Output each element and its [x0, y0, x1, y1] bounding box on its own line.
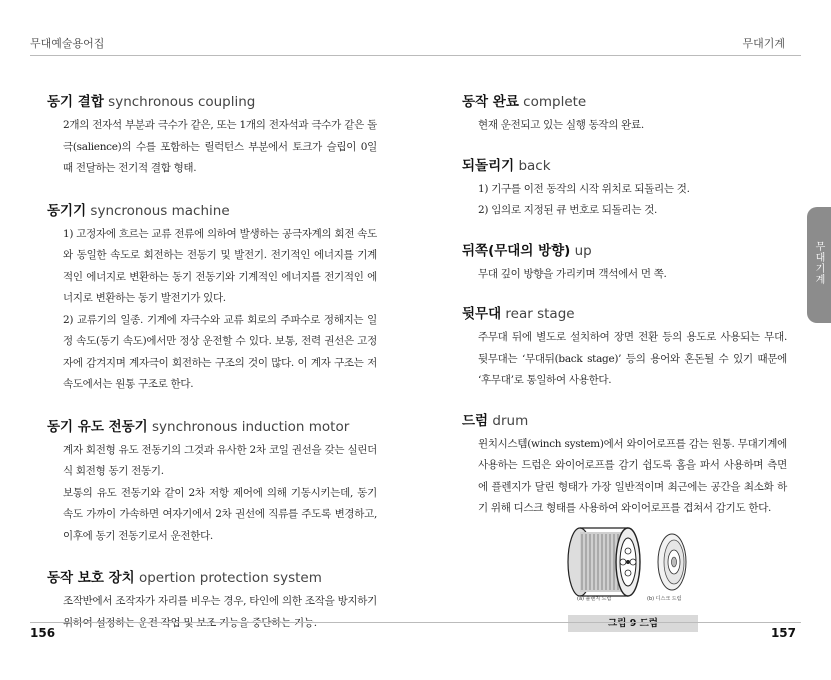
definition-paragraph: 윈치시스템(winch system)에서 와이어로프를 감는 원통. 무대기계에 사용하는 드럼은 와이어로프를 감기 쉽도록 홈을 파서 사용하며 측면에 플렌지가 달린 형태가 가장 일반적이며 최근에는 공간을 최소화 하기 위해 디스크 형태를 사용하여 와이어로프를 겹쳐서 감기도 한다.: [478, 437, 787, 514]
entry-term: [47, 93, 377, 111]
entry-term: [462, 412, 787, 430]
definition-paragraph: 계자 회전형 유도 전동기의 그것과 유사한 2차 코일 권선을 갖는 실린더식 회전형 동기 전동기.: [63, 443, 377, 477]
definition-paragraph: 2) 임의로 지정된 큐 번호로 되돌리는 것.: [478, 204, 658, 216]
entry-term: [47, 569, 377, 587]
entry-term: [47, 418, 377, 436]
definition-paragraph: 조작반에서 조작자가 자리를 비우는 경우, 타인에 의한 조작을 방지하기 위하여 설정하는 운전 작업 및 보조 기능을 중단하는 기능.: [63, 595, 377, 629]
term-korean: 동기 결합: [47, 94, 104, 110]
flange-drum-drawing: [568, 528, 640, 596]
definition-paragraph: 보통의 유도 전동기와 같이 2차 저항 제어에 의해 기동시키는데, 동기 속도 가까이 가속하면 여자기에서 2차 권선에 직류를 주도록 변경하고, 이후에 동기 전동기로서 운전한다.: [63, 486, 377, 542]
page-number-right: 157: [770, 626, 796, 640]
glossary-entry: [47, 418, 377, 548]
page-number-left: 156: [30, 626, 56, 640]
section-side-tab: [807, 207, 831, 323]
drum-illustration: [562, 524, 702, 600]
entry-definition: [478, 434, 787, 520]
figure-sublabel-a: (a) 플랜지 드럼: [577, 595, 612, 602]
glossary-entry: [462, 93, 787, 137]
term-korean: 동기 유도 전동기: [47, 418, 148, 435]
entry-definition: [63, 591, 377, 634]
entry-term: [462, 93, 787, 111]
entry-term: [462, 305, 787, 323]
entry-definition: [63, 115, 377, 180]
term-english: synchronous induction motor: [151, 418, 350, 435]
drum-figure: [462, 524, 787, 634]
figure-sublabel-b: (b) 디스크 드럼: [647, 595, 682, 602]
definition-paragraph: 1) 기구를 이전 동작의 시작 위치로 되돌리는 것.: [478, 182, 690, 195]
glossary-entry: [462, 242, 787, 286]
glossary-entry: [462, 157, 787, 222]
running-header-right: 무대기계: [742, 37, 785, 50]
glossary-entry: [47, 569, 377, 634]
entry-definition: [63, 440, 377, 548]
glossary-entry: [462, 305, 787, 392]
glossary-entry: [462, 412, 787, 634]
right-column: [462, 93, 787, 652]
entry-term: [47, 202, 377, 220]
side-tab-label: 무대기계: [813, 241, 824, 285]
definition-paragraph: 무대 깊이 방향을 가리키며 객석에서 먼 쪽.: [478, 267, 667, 280]
term-english: complete: [523, 94, 587, 110]
entry-definition: [478, 327, 787, 392]
definition-paragraph: 1) 고정자에 흐르는 교류 전류에 의하여 발생하는 공극자계의 회전 속도와 동일한 속도로 회전하는 전동기 및 발전기. 전기적인 에너지를 기계적인 에너지로 변환하는 동기 전동기와 기계적인 에너지를 전기적인 에너지로 변환하는 동기 발전기가 있다.: [63, 227, 377, 304]
entry-definition: [478, 115, 787, 137]
definition-paragraph: 2개의 전자석 부분과 극수가 같은, 또는 1개의 전자석과 극수가 같은 돌극(salience)의 수를 포함하는 릴럭턴스 부분에서 토크가 슬립이 0일 때 전달하는 전기적 결합 형태.: [63, 119, 377, 174]
running-header-left: 무대예술용어집: [30, 37, 105, 50]
definition-paragraph: 2) 교류기의 일종. 기계에 자극수와 교류 회로의 주파수로 정해지는 일정 속도(동기 속도)에서만 정상 운전할 수 있다. 보통, 전력 권선은 고정자에 감겨지며 계자극이 회전하는 구조의 것이 많다. 이 계자 구조는 저속도에서는 원통 구조로 한다.: [63, 313, 377, 390]
term-korean: 뒷무대: [462, 306, 502, 322]
footer-rule: [30, 622, 801, 623]
figure-caption: 그림 9 드럼: [568, 615, 698, 632]
term-korean: 동기기: [47, 202, 87, 219]
entry-term: [462, 242, 787, 260]
term-korean: 동작 보호 장치: [47, 570, 135, 586]
term-korean: 동작 완료: [462, 94, 519, 110]
term-korean: 되돌리기: [462, 157, 515, 174]
term-english: synchronous coupling: [108, 94, 256, 110]
term-english: syncronous machine: [90, 202, 230, 219]
left-column: [47, 93, 377, 652]
term-english: rear stage: [505, 306, 575, 322]
glossary-entry: [47, 93, 377, 180]
term-korean: 뒤쪽(무대의 방향): [462, 242, 571, 259]
entry-term: [462, 157, 787, 175]
header-rule: [30, 55, 801, 56]
entry-definition: [478, 179, 787, 222]
definition-paragraph: 현재 운전되고 있는 실행 동작의 완료.: [478, 119, 644, 131]
definition-paragraph: 주무대 뒤에 별도로 설치하여 장면 전환 등의 용도로 사용되는 무대. 뒷무대는 ‘무대뒤(back stage)’ 등의 용어와 혼돈될 수 있기 때문에 ‘후무대’로 통일하여 사용한다.: [478, 331, 787, 386]
term-english: up: [574, 242, 592, 259]
entry-definition: [63, 224, 377, 396]
term-english: back: [518, 157, 551, 174]
disc-drum-drawing: [658, 534, 686, 590]
term-korean: 드럼: [462, 412, 489, 429]
glossary-entry: [47, 202, 377, 396]
term-english: drum: [492, 412, 529, 429]
entry-definition: [478, 264, 787, 286]
term-english: opertion protection system: [138, 570, 322, 586]
